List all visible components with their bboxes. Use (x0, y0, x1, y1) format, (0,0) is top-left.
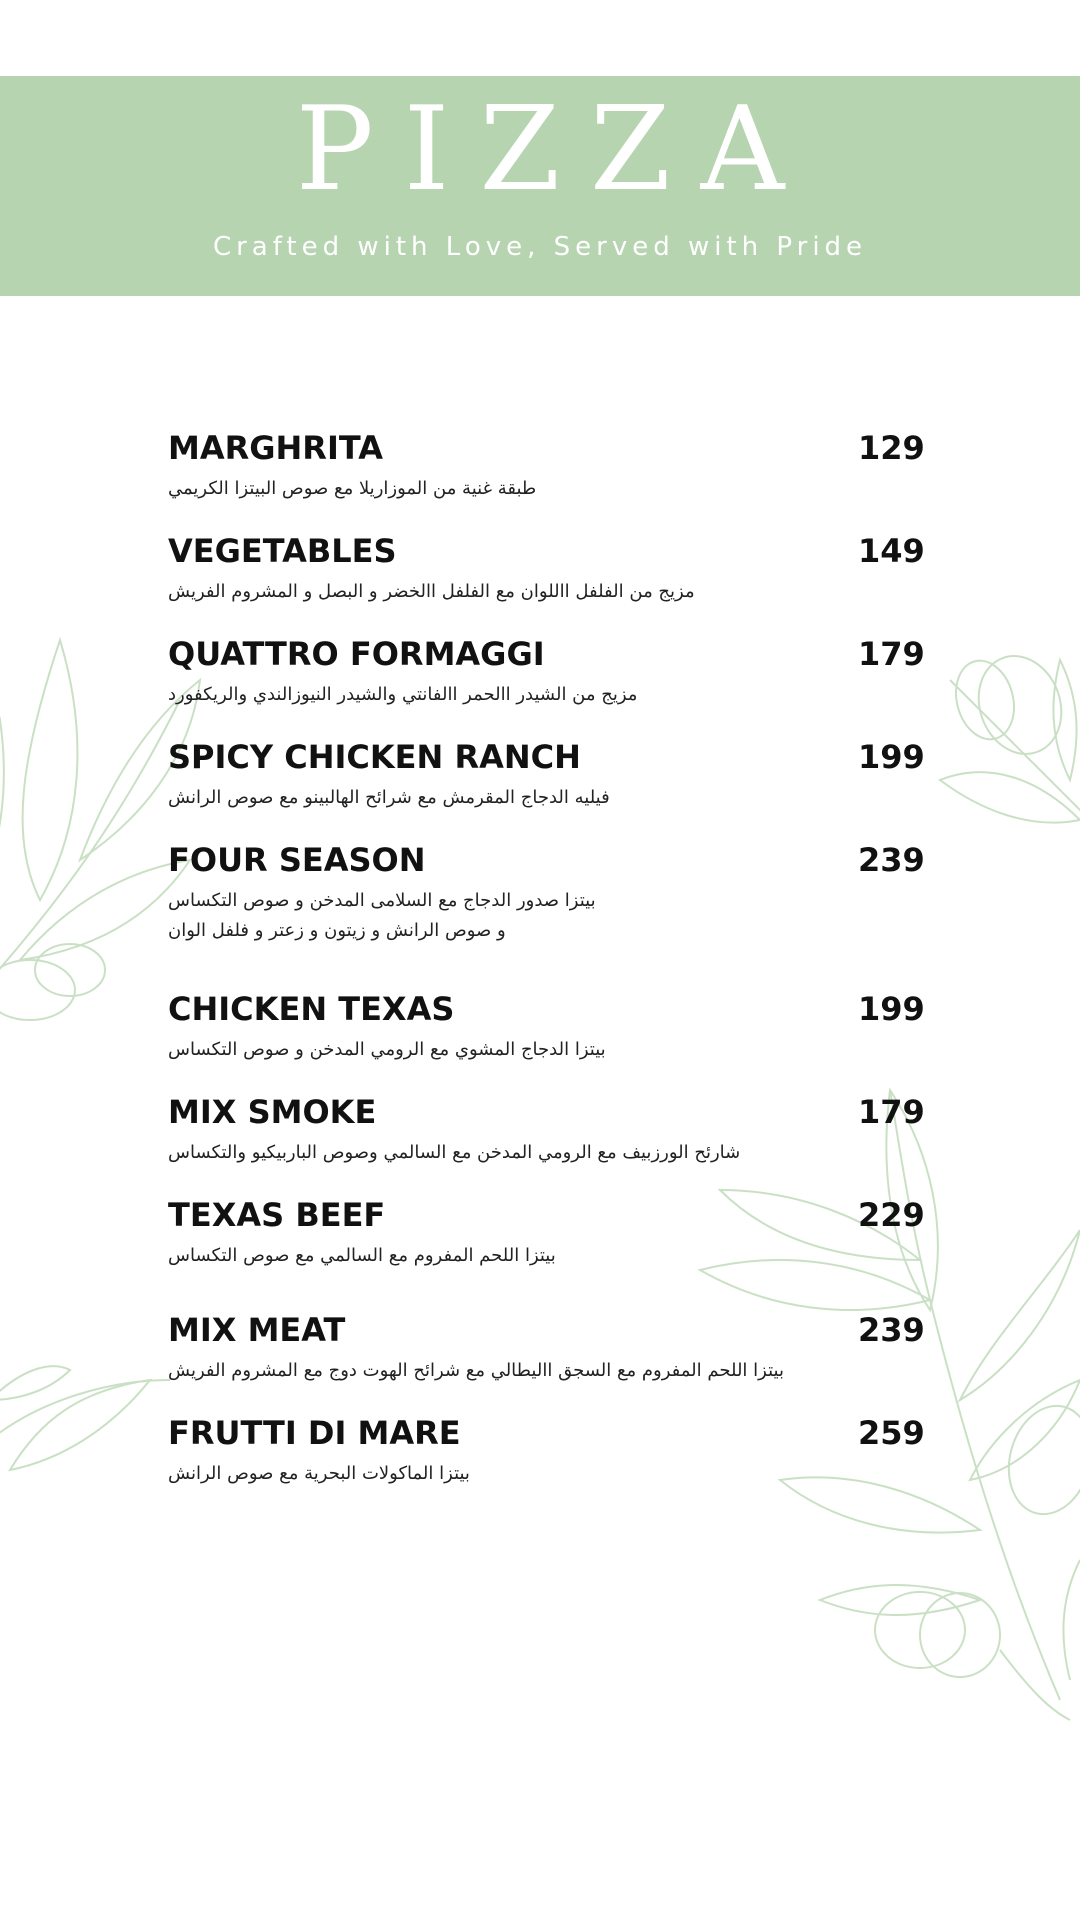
menu-item (168, 990, 928, 1093)
item-price: 199 (858, 738, 925, 776)
item-name: TEXAS BEEF (168, 1196, 386, 1234)
item-price: 129 (858, 429, 925, 467)
item-name: FRUTTI DI MARE (168, 1414, 461, 1452)
item-price: 199 (858, 990, 925, 1028)
page-title: PIZZA (295, 82, 815, 217)
item-description: طبقة غنية من الموزاريلا مع صوص البيتزا الكريمي (168, 478, 537, 499)
menu-item (168, 429, 928, 532)
item-description: بيتزا صدور الدجاج مع السلامى المدخن و صوص التكساس و صوص الرانش و زيتون و زعتر و فلفل الوان (168, 890, 596, 941)
item-price: 259 (858, 1414, 925, 1452)
item-price: 239 (858, 841, 925, 879)
item-description: مزيج من الفلفل االلوان مع الفلفل االخضر و البصل و المشروم الفريش (168, 581, 695, 602)
menu-item (168, 1196, 928, 1299)
item-name: FOUR SEASON (168, 841, 426, 879)
item-name: CHICKEN TEXAS (168, 990, 455, 1028)
menu-item (168, 1414, 928, 1517)
menu-item (168, 532, 928, 635)
menu-item (168, 1093, 928, 1196)
item-description: بيتزا الدجاج المشوي مع الرومي المدخن و صوص التكساس (168, 1039, 606, 1060)
menu-item (168, 841, 928, 984)
item-name: QUATTRO FORMAGGI (168, 635, 545, 673)
item-name: MIX SMOKE (168, 1093, 377, 1131)
item-description: مزيج من الشيدر االحمر االفانتي والشيدر النيوزالندي والريكفورد (168, 684, 638, 705)
item-description: فيليه الدجاج المقرمش مع شرائح الهالبينو مع صوص الرانش (168, 787, 610, 808)
item-description: بيتزا الماكولات البحرية مع صوص الرانش (168, 1463, 470, 1484)
menu-item (168, 635, 928, 738)
item-description: بيتزا اللحم المفروم مع السجق االيطالي مع شرائح الهوت دوج مع المشروم الفريش (168, 1360, 784, 1381)
item-name: MIX MEAT (168, 1311, 346, 1349)
item-name: SPICY CHICKEN RANCH (168, 738, 581, 776)
page-subtitle: Crafted with Love, Served with Pride (212, 232, 868, 262)
item-price: 179 (858, 1093, 925, 1131)
menu-item (168, 1311, 928, 1414)
item-price: 239 (858, 1311, 925, 1349)
item-price: 229 (858, 1196, 925, 1234)
item-description: بيتزا اللحم المفروم مع السالمي مع صوص التكساس (168, 1245, 556, 1266)
menu-item (168, 738, 928, 841)
item-description: شارئح الورزبيف مع الرومي المدخن مع السالمي وصوص الباربيكيو والتكساس (168, 1142, 741, 1163)
item-price: 179 (858, 635, 925, 673)
item-price: 149 (858, 532, 925, 570)
item-name: VEGETABLES (168, 532, 397, 570)
item-name: MARGHRITA (168, 429, 383, 467)
